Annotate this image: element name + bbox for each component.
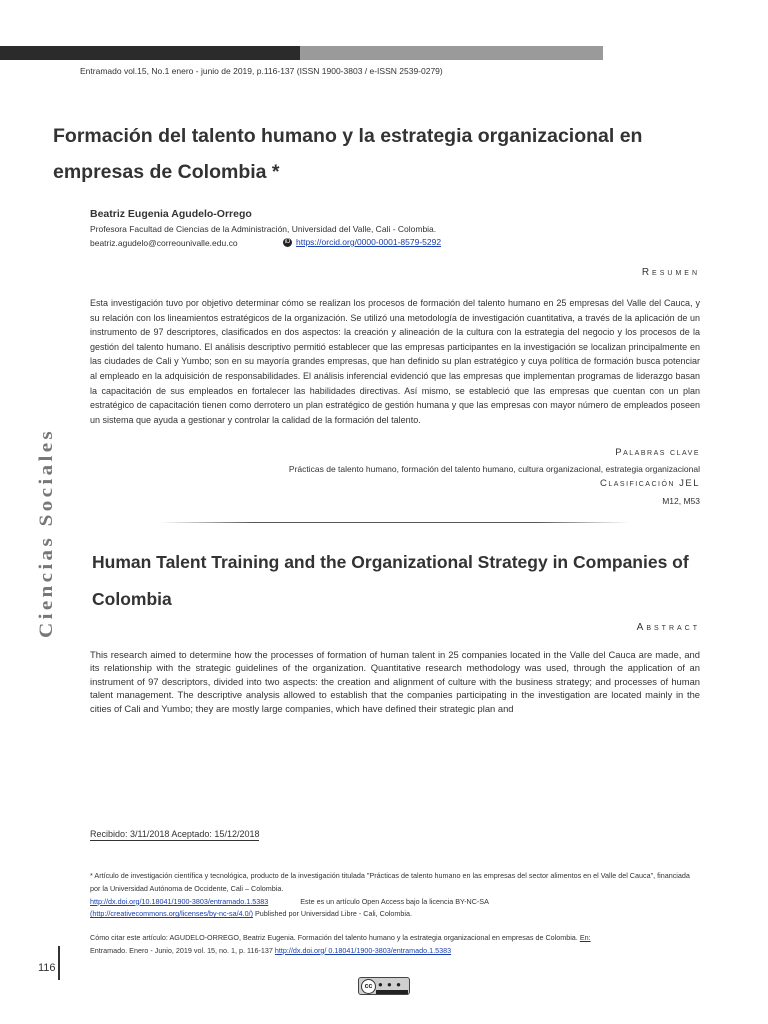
citation-en: En: [579,933,591,942]
side-label-text: Ciencias Sociales [36,449,57,638]
resumen-heading: Resumen [641,267,700,278]
author-affiliation: Profesora Facultad de Ciencias de la Administración, Universidad del Valle, Cali - Colombia. [90,224,437,234]
article-title-english: Human Talent Training and the Organizational Strategy in Companies of Colombia [92,552,689,609]
palabras-clave-heading: Palabras clave [615,447,700,458]
footnote-publisher-line [90,908,700,921]
resumen-text: Esta investigación tuvo por objetivo determinar cómo se realizan los procesos de formación del talento humano en 25 empresas del Valle del Cauca, y su relación con los lineamientos estratégicos de la organización. Se utilizó una metodología de investigación cuantitativa, a través de la aplicación de un instrumento de 97 descriptores, clasificados en dos aspectos: la creación y alineación de la cultura con la estrategia del negocio y los procesos de la gestión del talento humano. El análisis descriptivo permitió establecer que las empresas participantes en la investigación se localizan principalmente en las ciudades de Cali y Yumbo; son en su mayoría grandes empresas, que han definido su plan estratégico y cuya política de formación busca potenciar al empleado en la adquisición de responsabilidades. El análisis inferencial evidenció que las empresas que implementan programas de liderazgo basan la capacitación de sus empleados en fortalecer las habilidades directivas. Así mismo, se estableció que las empresas que cuentan con un plan estratégico de capacitación tienen como derrotero un plan estratégico de gestión humana y que las empresas con mayor número de empleados poseen un sistema que ayuda a gestionar y controlar la calidad de la formación del talento. [90,298,700,425]
article-title-spanish: Formación del talento humano y la estrategia organizacional en empresas de Colombia * [53,125,643,183]
author-email[interactable]: beatriz.agudelo@correounivalle.edu.co [90,238,238,248]
citation-line-2 [90,945,700,958]
dates-text: Recibido: 3/11/2018 Aceptado: 15/12/2018 [90,829,260,839]
author-name: Beatriz Eugenia Agudelo-Orrego [90,208,252,220]
citation-line-1 [90,932,700,945]
header-bar [0,46,603,60]
footnote-doi-link[interactable]: http://dx.doi.org/10.18041/1900-3803/entramado.1.5383 [90,896,269,906]
side-label-svg [32,425,60,640]
header-bar-dark [0,46,300,60]
palabras-clave-text: Prácticas de talento humano, formación del talento humano, cultura organizacional, estrategia organizacional [288,464,700,474]
section-divider [160,522,630,523]
citation-text: AGUDELO-ORREGO, Beatriz Eugenia. Formación del talento humano y la estrategia organizacional en empresas de Colombia. [169,933,578,942]
footnote-text: * Artículo de investigación científica y tecnológica, producto de la investigación titulada "Prácticas de talento humano en las empresas del sector alimentos en el Valle del Cauca", financiada por la Universidad Autónoma de Occidente, Cali – Colombia. [90,871,690,893]
orcid-link-group [283,237,441,247]
publisher-text: Published por Universidad Libre - Cali, Colombia. [254,909,412,919]
jel-heading: Clasificación JEL [600,478,700,489]
received-accepted-dates [90,829,259,839]
by-nc-sa-icons: ● ● ● [378,980,402,989]
abstract-text: This research aimed to determine how the processes of formation of human talent in 25 companies located in the Valle del Cauca are made, and its relationship with the strategic guidelines of the organization. Quantitative research methodology was used, through the application of an instrument of 97 descriptors, divided into two aspects: the creation and alignment of culture with the business strategy; and processes of human talent management. The descriptive analysis allowed to establish that the companies participating in the investigation are located mainly in the cities of Cali and Yumbo; they are mostly large companies, which have defined their strategic plan and [90,649,700,714]
cc-icon: cc [361,979,376,994]
page-number-bar [58,946,60,980]
license-text: Este es un artículo Open Access bajo la licencia BY-NC-SA [300,896,489,906]
footnote-license-line [90,896,700,909]
abstract-heading: Abstract [636,622,700,633]
citation-block [90,932,700,958]
journal-citation: Entramado vol.15, No.1 enero - junio de 2019, p.116-137 (ISSN 1900-3803 / e-ISSN 2539-0279) [80,66,443,76]
license-link[interactable]: (http://creativecommons.org/licenses/by-nc-sa/4.0/) [90,909,253,919]
header-bar-light [300,46,603,60]
section-side-label [32,425,60,640]
citation-doi-link[interactable]: http://dx.doi.org/ 0.18041/1900-3803/entramado.1.5383 [274,945,452,955]
jel-codes: M12, M53 [662,496,700,506]
orcid-icon: iD [284,239,291,246]
citation-source: Entramado. Enero - Junio, 2019 vol. 15, no. 1, p. 116-137 [90,945,273,955]
article-footnote [90,870,700,921]
citation-label: Cómo citar este artículo: [90,933,168,942]
cc-badge-strip [376,990,408,994]
page-number: 116 [38,962,56,974]
creative-commons-badge[interactable] [358,977,410,995]
orcid-link[interactable]: https://orcid.org/0000-0001-8579-5292 [296,237,442,247]
